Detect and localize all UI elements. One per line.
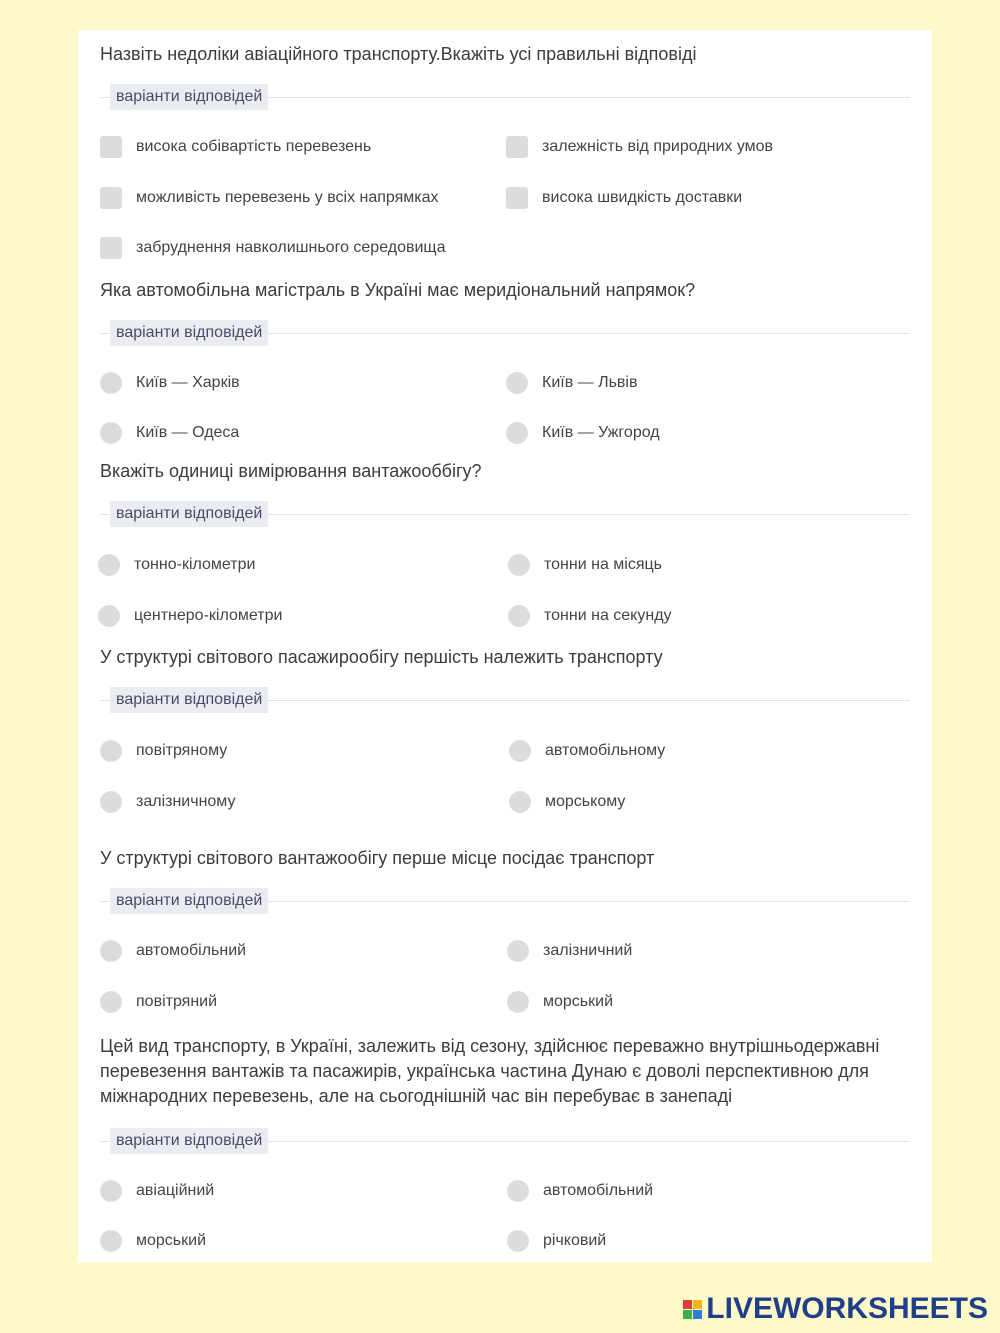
option-label: Київ — Львів [542,374,638,391]
radio-icon[interactable] [100,940,122,962]
radio-icon[interactable] [100,1230,122,1252]
q3-option-3[interactable] [98,603,282,629]
radio-icon[interactable] [508,554,530,576]
q4-option-3[interactable] [100,789,235,815]
q4-option-4[interactable] [509,789,625,815]
radio-icon[interactable] [100,1180,122,1202]
option-label: висока собівартість перевезень [136,138,372,155]
q2-option-2[interactable] [506,370,637,396]
q6-option-2[interactable] [507,1178,653,1204]
liveworksheets-logo-icon [683,1300,702,1319]
q5-option-3[interactable] [100,989,217,1015]
logo-square [683,1310,692,1319]
question-6-text: Цей вид транспорту, в Україні, залежить від сезону, здійснює переважно внутрішньодержавні перевезення вантажів та пасажирів, українська частина Дунаю є доволі перспективною для міжнародних перевезень, але на сьогоднішній час він перебуває в занепаді [100,1036,880,1106]
question-5-options-header [100,888,910,914]
option-label: тонни на місяць [544,556,662,573]
checkbox-icon[interactable] [506,187,528,209]
option-label: морський [543,993,614,1010]
radio-icon[interactable] [506,422,528,444]
q4-option-1[interactable] [100,738,227,764]
options-header-label: варіанти відповідей [110,888,268,914]
question-4-options-header [100,687,910,713]
options-header-label: варіанти відповідей [110,320,268,346]
option-label: залежність від природних умов [542,138,774,155]
option-label: повітряний [136,993,218,1010]
radio-icon[interactable] [100,372,122,394]
option-label: Київ — Ужгород [542,424,660,441]
q5-option-1[interactable] [100,938,246,964]
question-1-options-header [100,84,910,110]
q1-option-4[interactable] [506,185,742,211]
option-label: залізничний [543,942,633,959]
radio-icon[interactable] [100,791,122,813]
checkbox-icon[interactable] [506,136,528,158]
q2-option-4[interactable] [506,420,660,446]
radio-icon[interactable] [508,605,530,627]
q5-option-4[interactable] [507,989,613,1015]
option-label: забруднення навколишнього середовища [136,239,446,256]
option-label: автомобільному [545,742,666,759]
option-label: центнеро-кілометри [134,607,283,624]
question-1-text: Назвіть недоліки авіаційного транспорту.Вкажіть усі правильні відповіді [100,44,697,64]
option-label: річковий [543,1232,607,1249]
question-2-options-header [100,320,910,346]
logo-square [683,1300,692,1309]
option-label: автомобільний [136,942,247,959]
option-label: морський [136,1232,207,1249]
q5-option-2[interactable] [507,938,632,964]
option-label: авіаційний [136,1182,215,1199]
question-2-text: Яка автомобільна магістраль в Україні має меридіональний напрямок? [100,280,696,300]
options-header-label: варіанти відповідей [110,1128,268,1154]
q1-option-1[interactable] [100,134,371,160]
radio-icon[interactable] [100,991,122,1013]
radio-icon[interactable] [507,991,529,1013]
q6-option-4[interactable] [507,1228,606,1254]
question-3-options-header [100,501,910,527]
q6-option-1[interactable] [100,1178,214,1204]
worksheet [78,30,932,1262]
radio-icon[interactable] [507,940,529,962]
option-label: залізничному [136,793,236,810]
option-label: Київ — Харків [136,374,240,391]
q3-option-4[interactable] [508,603,672,629]
radio-icon[interactable] [98,554,120,576]
q2-option-1[interactable] [100,370,240,396]
q6-option-3[interactable] [100,1228,206,1254]
q2-option-3[interactable] [100,420,239,446]
question-3-text: Вкажіть одиниці вимірювання вантажооббігу? [100,461,482,481]
option-label: автомобільний [543,1182,654,1199]
radio-icon[interactable] [507,1230,529,1252]
checkbox-icon[interactable] [100,237,122,259]
q1-option-5[interactable] [100,235,445,261]
options-header-label: варіанти відповідей [110,687,268,713]
q1-option-2[interactable] [506,134,773,160]
option-label: повітряному [136,742,228,759]
radio-icon[interactable] [506,372,528,394]
options-header-label: варіанти відповідей [110,84,268,110]
liveworksheets-logo[interactable] [683,1292,988,1326]
question-6-options-header [100,1128,910,1154]
radio-icon[interactable] [507,1180,529,1202]
option-label: можливість перевезень у всіх напрямках [136,189,439,206]
checkbox-icon[interactable] [100,187,122,209]
radio-icon[interactable] [98,605,120,627]
option-label: висока швидкість доставки [542,189,743,206]
question-4-text: У структурі світового пасажирообігу першість належить транспорту [100,647,663,667]
logo-square [693,1300,702,1309]
q3-option-2[interactable] [508,552,662,578]
option-label: тонни на секунду [544,607,672,624]
radio-icon[interactable] [100,740,122,762]
option-label: тонно-кілометри [134,556,256,573]
q3-option-1[interactable] [98,552,255,578]
radio-icon[interactable] [100,422,122,444]
q4-option-2[interactable] [509,738,665,764]
option-label: морському [545,793,626,810]
radio-icon[interactable] [509,791,531,813]
checkbox-icon[interactable] [100,136,122,158]
option-label: Київ — Одеса [136,424,240,441]
q1-option-3[interactable] [100,185,439,211]
radio-icon[interactable] [509,740,531,762]
options-header-label: варіанти відповідей [110,501,268,527]
logo-square [693,1310,702,1319]
brand-name: LIVEWORKSHEETS [706,1292,988,1325]
question-5-text: У структурі світового вантажообігу перше місце посідає транспорт [100,848,655,868]
